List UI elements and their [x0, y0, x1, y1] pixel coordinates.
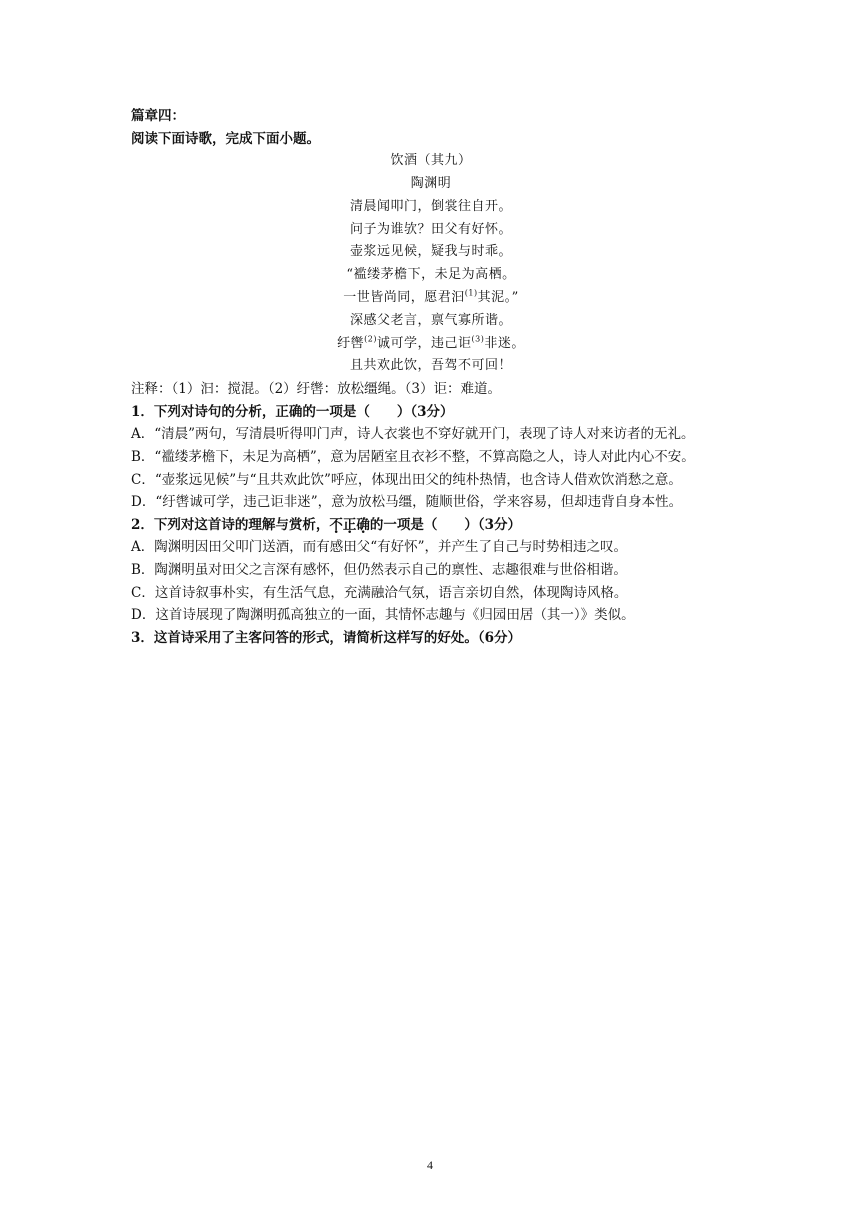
poem-text: 其泥。” — [477, 289, 519, 305]
poem-text: 诚可学，违己讵 — [376, 335, 472, 351]
poem-text: 纡辔 — [337, 335, 365, 351]
footnote-marker: (1) — [464, 288, 478, 298]
poem-line — [131, 333, 731, 356]
question-1-option-a: A．“清晨”两句，写清晨听得叩门声，诗人衣裳也不穿好就开门，表现了诗人对来访者的无礼。 — [131, 426, 695, 443]
poem-title: 饮酒（其九） — [390, 153, 472, 169]
section-title: 篇章四： — [131, 108, 185, 124]
poem-notes: 注释：（1）汩：搅混。（2）纡辔：放松缰绳。（3）讵：难道。 — [131, 381, 502, 398]
instruction: 阅读下面诗歌，完成下面小题。 — [131, 130, 320, 147]
question-1-stem: 1．下列对诗句的分析，正确的一项是（ ）（3分） — [131, 403, 454, 420]
emphasis-char: 不 — [329, 516, 343, 533]
stem-text: 的一项是（ ）（3分） — [369, 516, 522, 533]
stem-text: 2．下列对这首诗的理解与赏析， — [131, 516, 330, 533]
question-2-option-b: B．陶渊明虽对田父之言深有感怀，但仍然表示自己的禀性、志趣很难与世俗相谐。 — [131, 561, 627, 578]
question-1-option-c: C．“壶浆远见候”与“且共欢此饮”呼应，体现出田父的纯朴热情，也含诗人借欢饮消愁之意。 — [131, 471, 682, 488]
poem-line: 问子为谁欤？田父有好怀。 — [349, 221, 512, 237]
poem-author: 陶渊明 — [410, 175, 452, 191]
question-2-option-d: D．这首诗展现了陶渊明孤高独立的一面，其情怀志趣与《归园田居（其一）》类似。 — [131, 607, 635, 624]
poem-text: 非迷。 — [484, 335, 525, 351]
poem — [131, 150, 731, 378]
poem-line: 壶浆远见候，疑我与时乖。 — [349, 244, 512, 260]
question-1-option-d: D．“纡辔诚可学，违己讵非迷”，意为放松马缰，随顺世俗，学来容易，但却违背自身本性。 — [131, 494, 683, 511]
footnote-marker: (2) — [364, 334, 377, 344]
footnote-marker: (3) — [471, 334, 485, 344]
poem-line: 且共欢此饮，吾驾不可回！ — [349, 358, 512, 374]
emphasis-char: 正 — [342, 516, 357, 533]
poem-text: 一世皆尚同，愿君汩 — [343, 289, 465, 305]
question-1-option-b: B．“褴缕茅檐下，未足为高栖”，意为居陋室且衣衫不整，不算高隐之人，诗人对此内心不安。 — [131, 448, 695, 465]
poem-line: 清晨闻叩门，倒裳往自开。 — [349, 198, 512, 214]
page-number: 4 — [427, 1158, 433, 1172]
question-3-stem: 3．这首诗采用了主客问答的形式，请简析这样写的好处。（6分） — [131, 629, 522, 646]
question-2-stem — [131, 514, 731, 537]
poem-line: 深感父老言，禀气寡所谐。 — [349, 312, 512, 328]
emphasis-char: 确 — [356, 516, 370, 533]
poem-line — [131, 287, 731, 310]
question-2-option-a: A．陶渊明因田父叩门送酒，而有感田父“有好怀”，并产生了自己与时势相违之叹。 — [131, 539, 628, 556]
exam-page — [131, 105, 731, 649]
poem-line: “褴缕茅檐下，未足为高栖。 — [346, 267, 516, 283]
question-2-option-c: C．这首诗叙事朴实，有生活气息，充满融洽气氛，语言亲切自然，体现陶诗风格。 — [131, 584, 628, 601]
